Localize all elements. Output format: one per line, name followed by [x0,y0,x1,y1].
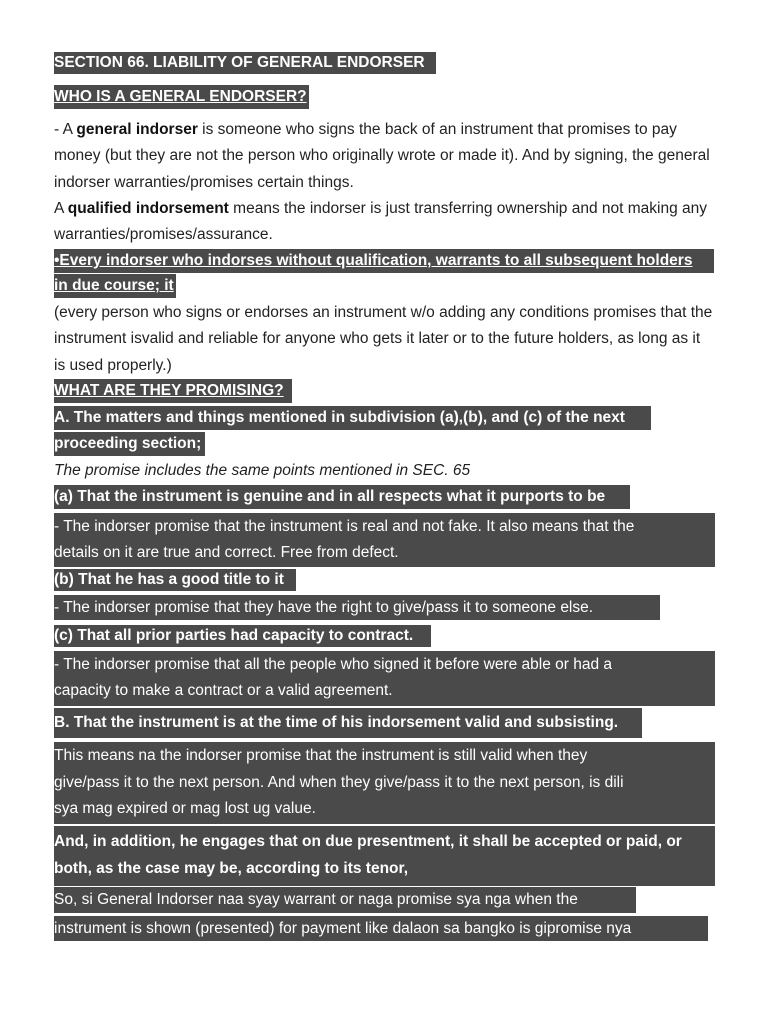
addition-clause [54,826,715,886]
sub-c-line-1: - The indorser promise that all the people who signed it before were able or had a [54,656,613,673]
point-b-line-3: sya mag expired or mag lost ug value. [54,800,316,817]
definition-qualified-indorsement [54,196,714,249]
question-what: WHAT ARE THEY PROMISING? [54,379,292,403]
def-qualified-pre: A [54,200,68,217]
sub-a-explanation [54,513,715,567]
closing-line-1: So, si General Indorser naa syay warrant or naga promise sya nga when the [54,887,636,913]
point-b-explanation [54,742,715,824]
point-b-line-2: give/pass it to the next person. And when they give/pass it to the next person, is dili [54,773,624,791]
rule-line-1: •Every indorser who indorses without qualification, warrants to all subsequent holders [54,249,714,273]
addition-line-1: And, in addition, he engages that on due presentment, it shall be accepted or paid, or [54,833,682,850]
sub-a-line-2: details on it are true and correct. Free from defect. [54,544,399,561]
sub-a-line-1: - The indorser promise that the instrument is real and not fake. It also means that the [54,518,635,535]
sub-b-title: (b) That he has a good title to it [54,569,296,591]
section-title: SECTION 66. LIABILITY OF GENERAL ENDORSER [54,52,436,74]
addition-line-2: both, as the case may be, according to its tenor, [54,860,409,877]
def-general-pre: - A [54,121,77,138]
def-general-term: general indorser [76,121,198,138]
point-a-line-1: A. The matters and things mentioned in subdivision (a),(b), and (c) of the next [54,406,651,430]
point-b-line-1: This means na the indorser promise that the instrument is still valid when they [54,747,588,764]
sub-c-title: (c) That all prior parties had capacity to contract. [54,625,431,647]
sub-c-explanation [54,651,715,706]
point-a-note: The promise includes the same points mentioned in SEC. 65 [54,462,471,479]
def-general-rest: is someone who signs the back of an instrument that promises to pay money (but they are not the person who originally wrote or made it). And by signing, the general indorser warranties/promises certain things. [54,121,710,191]
def-qualified-term: qualified indorsement [67,200,229,217]
closing-line-2: instrument is shown (presented) for payment like dalaon sa bangko is gipromise nya [54,916,708,941]
question-who: WHO IS A GENERAL ENDORSER? [54,85,309,109]
def-qualified-rest: means the indorser is just transferring ownership and not making any warranties/promises/assurance. [54,200,708,244]
definition-general-indorser [54,117,714,196]
point-a-line-2: proceeding section; [54,432,205,456]
sub-c-line-2: capacity to make a contract or a valid agreement. [54,682,393,699]
rule-line-2: in due course; it [54,274,176,298]
point-b-title: B. That the instrument is at the time of his indorsement valid and subsisting. [54,708,642,738]
sub-b-explanation: - The indorser promise that they have the right to give/pass it to someone else. [54,595,660,620]
rule-explanation: (every person who signs or endorses an instrument w/o adding any conditions promises that the instrument isvalid and reliable for anyone who gets it later or to the future holders, as long as it is used properly.) [54,304,713,374]
sub-a-title: (a) That the instrument is genuine and in all respects what it purports to be [54,485,630,509]
